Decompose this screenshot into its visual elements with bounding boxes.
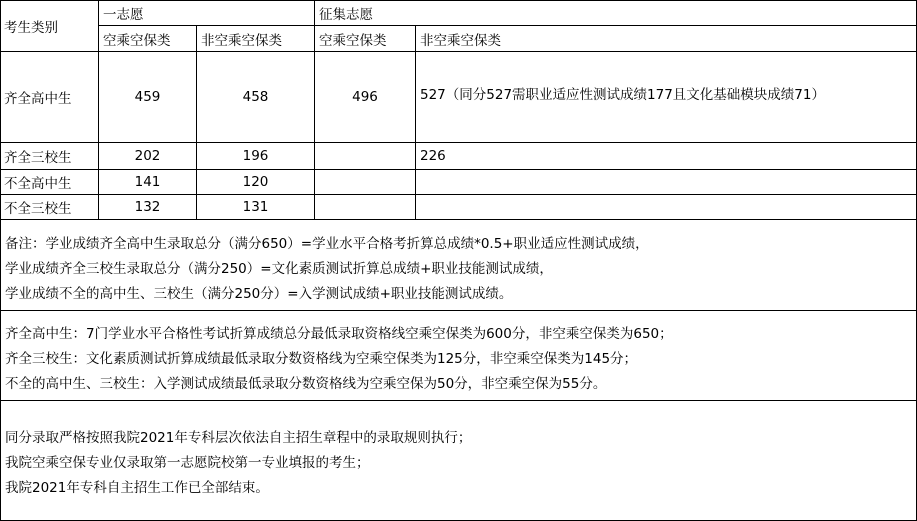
header-collect-choice: 征集志愿	[319, 6, 373, 23]
header-collect-air: 空乘空保类	[319, 32, 387, 49]
score-cell: 459	[134, 89, 161, 105]
header-first-choice: 一志愿	[103, 6, 144, 23]
note-line: 不全的高中生、三校生：入学测试成绩最低录取分数资格线为空乘空保为50分，非空乘空保为55分。	[5, 376, 607, 392]
table-line	[0, 219, 916, 220]
header-collect-nonair: 非空乘空保类	[420, 32, 501, 49]
note-line: 齐全高中生：7门学业水平合格性考试折算成绩总分最低录取资格线空乘空保类为600分，非空乘空保类为650；	[5, 326, 673, 342]
note-line: 我院2021年专科自主招生工作已全部结束。	[5, 480, 269, 496]
score-cell	[315, 195, 415, 219]
section-divider	[0, 400, 916, 401]
score-cell: 458	[242, 89, 269, 105]
score-cell: 141	[134, 174, 161, 190]
section-divider	[0, 310, 916, 311]
score-cell	[315, 170, 415, 194]
score-cell	[416, 170, 916, 194]
header-first-air: 空乘空保类	[103, 32, 171, 49]
score-cell	[416, 195, 916, 219]
header-category: 考生类别	[4, 19, 58, 36]
note-line: 学业成绩不全的高中生、三校生（满分250分）=入学测试成绩+职业技能测试成绩。	[5, 286, 513, 302]
note-line: 齐全三校生：文化素质测试折算成绩最低录取分数资格线为空乘空保类为125分，非空乘空保类为145分；	[5, 351, 638, 367]
score-cell	[315, 143, 415, 169]
score-cell: 202	[134, 148, 161, 164]
row-category: 齐全三校生	[4, 150, 72, 166]
score-cell: 527（同分527需职业适应性测试成绩177且文化基础模块成绩71）	[420, 87, 825, 103]
score-cell: 226	[420, 148, 446, 164]
note-line: 备注：学业成绩齐全高中生录取总分（满分650）=学业水平合格考折算总成绩*0.5+职业适应性测试成绩，	[5, 236, 649, 252]
note-line: 我院空乘空保专业仅录取第一志愿院校第一专业填报的考生；	[5, 455, 370, 471]
note-line: 同分录取严格按照我院2021年专科层次依法自主招生章程中的录取规则执行；	[5, 430, 472, 446]
score-cell: 496	[352, 89, 378, 105]
note-line: 学业成绩齐全三校生录取总分（满分250）=文化素质测试折算总成绩+职业技能测试成绩，	[5, 261, 553, 277]
score-cell: 120	[242, 174, 269, 190]
score-cell: 131	[242, 199, 269, 215]
row-category: 不全三校生	[4, 201, 72, 217]
header-first-nonair: 非空乘空保类	[201, 32, 282, 49]
row-category: 不全高中生	[4, 176, 72, 192]
row-category: 齐全高中生	[4, 91, 72, 107]
score-cell: 132	[134, 199, 161, 215]
score-cell: 196	[242, 148, 269, 164]
